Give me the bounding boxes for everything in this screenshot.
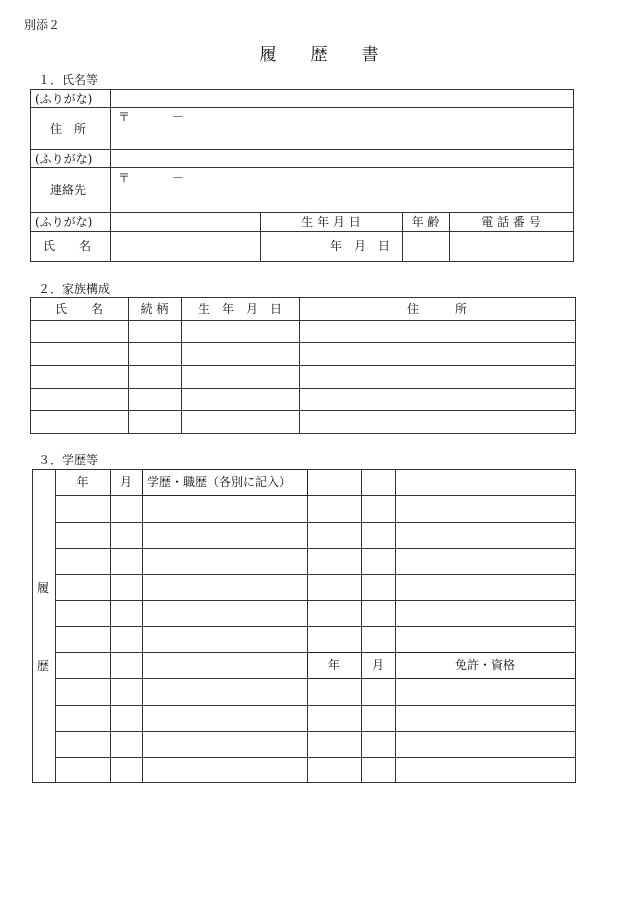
- section1-heading: １．氏名等: [38, 73, 99, 87]
- license-header: 免許・資格: [454, 658, 515, 672]
- postal-dash-2: －: [172, 171, 185, 185]
- family-relation-header: 続 柄: [140, 302, 169, 316]
- history-side-label-1: 履: [37, 581, 50, 595]
- history-header: 学歴・職歴（各別に記入）: [147, 475, 292, 489]
- postal-mark-1: 〒: [118, 110, 131, 124]
- age-header: 年 齢: [411, 215, 440, 229]
- license-month-header: 月: [371, 658, 384, 672]
- contact-label: 連絡先: [50, 183, 87, 197]
- page-title: 履 歴 書: [259, 45, 379, 65]
- birthdate-header: 生 年 月 日: [301, 215, 361, 229]
- attachment-label: 別添２: [24, 18, 61, 32]
- furigana-label-1: (ふりがな): [35, 92, 93, 106]
- furigana-label-2: (ふりがな): [35, 152, 93, 166]
- phone-header: 電 話 番 号: [481, 215, 541, 229]
- history-year-header: 年: [76, 475, 89, 489]
- section3-heading: ３．学歴等: [38, 453, 99, 467]
- history-month-header: 月: [119, 475, 132, 489]
- postal-dash-1: －: [172, 110, 185, 124]
- history-side-label-2: 歴: [37, 659, 50, 673]
- family-address-header: 住 所: [406, 302, 467, 316]
- section2-heading: ２．家族構成: [38, 282, 111, 296]
- name-label: 氏 名: [43, 239, 92, 253]
- postal-mark-2: 〒: [118, 171, 131, 185]
- birthdate-placeholder: 年 月 日: [330, 239, 391, 253]
- license-year-header: 年: [327, 658, 340, 672]
- address-label: 住 所: [50, 122, 87, 136]
- family-name-header: 氏 名: [54, 302, 103, 316]
- furigana-label-3: (ふりがな): [35, 215, 93, 229]
- family-birthdate-header: 生 年 月 日: [197, 302, 282, 316]
